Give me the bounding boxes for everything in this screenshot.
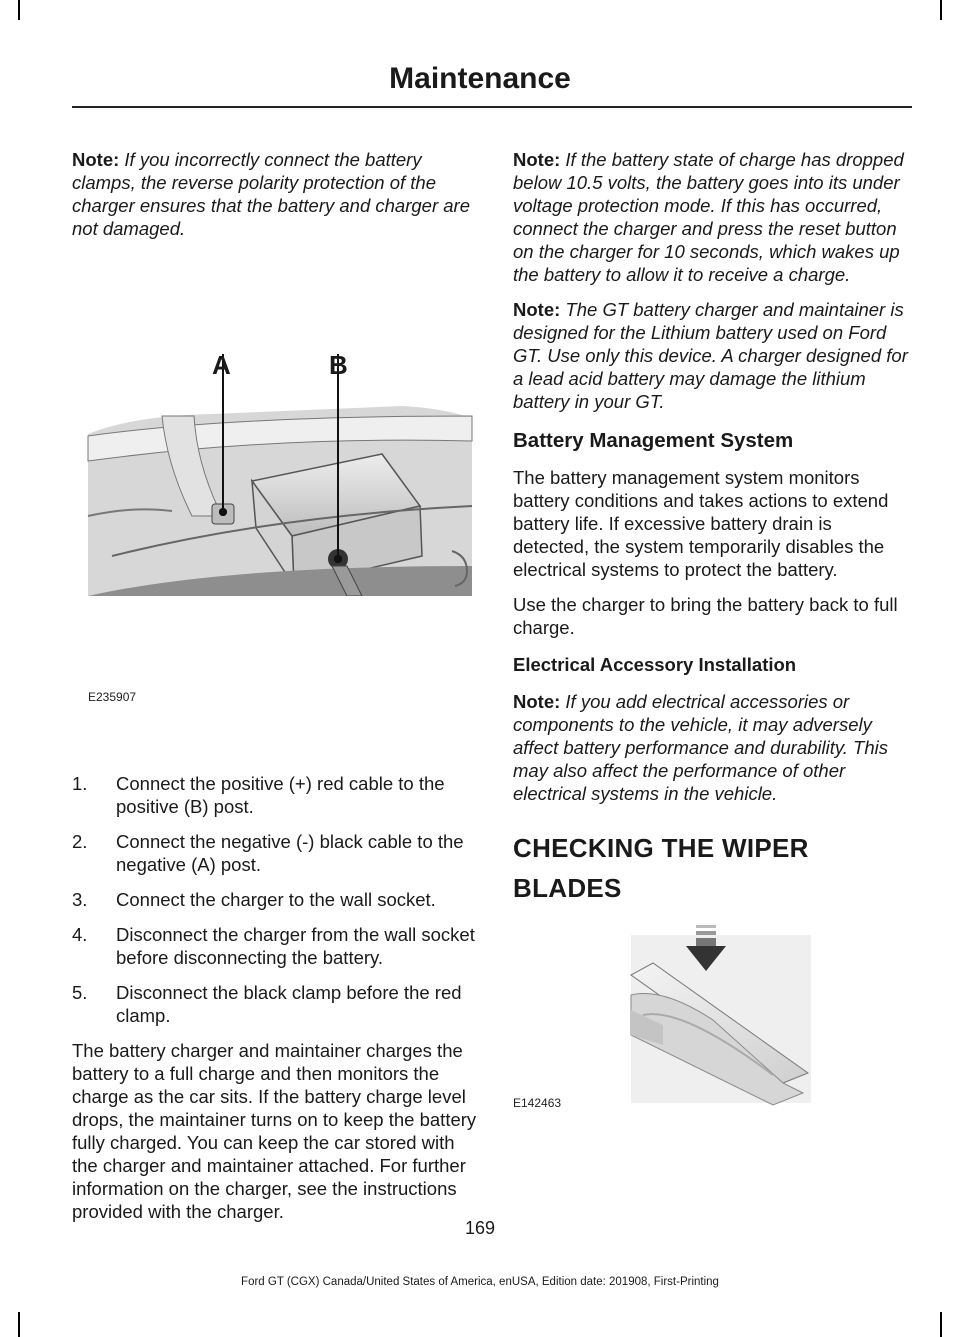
heading-battery-management: Battery Management System bbox=[513, 429, 794, 452]
note-text: If you add electrical accessories or components to the vehicle, it may adversely affect battery performance and durability. This may also affect the performance of other electrical systems in the vehicle. bbox=[513, 691, 888, 804]
edition-footer: Ford GT (CGX) Canada/United States of America, enUSA, Edition date: 201908, First-Printing bbox=[241, 1276, 719, 1288]
note-text: The GT battery charger and maintainer is designed for the Lithium battery used on Ford GT. Use only this device. A charger designed for a lead acid battery may damage the lithium battery in your GT. bbox=[513, 299, 908, 412]
crop-mark bbox=[940, 1312, 942, 1337]
page-header-title: Maintenance bbox=[389, 62, 571, 95]
connection-steps bbox=[72, 772, 477, 1027]
note-label: Note: bbox=[513, 691, 561, 712]
figure-label-a: A bbox=[212, 350, 231, 380]
bms-paragraph: The battery management system monitors battery conditions and takes actions to extend battery life. If excessive battery drain is detected, the system temporarily disables the electrical systems to protect the battery. bbox=[513, 467, 889, 580]
figure-label-b: B bbox=[329, 350, 348, 380]
note-lithium-charger bbox=[513, 298, 910, 413]
charger-description: The battery charger and maintainer charges the battery to a full charge and then monitors the charge as the car sits. If the battery charge level drops, the maintainer turns on to keep the battery fully charged. You can keep the car stored with the charger and maintainer attached. For further information on the charger, see the instructions provided with the charger. bbox=[72, 1040, 477, 1222]
note-text: If the battery state of charge has dropped below 10.5 volts, the battery goes into its under voltage protection mode. If this has occurred, connect the charger and press the reset button on the charger for 10 seconds, which wakes up the battery to allow it to receive a charge. bbox=[513, 149, 904, 285]
left-column bbox=[72, 148, 477, 1235]
note-accessories bbox=[513, 690, 910, 805]
note-label: Note: bbox=[72, 149, 120, 170]
heading-electrical-accessory: Electrical Accessory Installation bbox=[513, 654, 797, 675]
battery-charger-figure bbox=[72, 266, 477, 704]
wiper-blade-illustration bbox=[513, 915, 910, 1115]
crop-mark bbox=[18, 1312, 20, 1337]
note-battery-clamps bbox=[72, 148, 477, 240]
list-item: 1. Connect the positive (+) red cable to the positive (B) post. bbox=[72, 773, 445, 817]
note-label: Note: bbox=[513, 149, 561, 170]
bms-charger-paragraph: Use the charger to bring the battery back to full charge. bbox=[513, 594, 898, 638]
note-under-voltage bbox=[513, 148, 910, 286]
note-label: Note: bbox=[513, 299, 561, 320]
figure-code: E235907 bbox=[88, 690, 137, 704]
right-column bbox=[513, 148, 910, 1115]
wiper-blade-figure bbox=[513, 915, 910, 1115]
crop-mark bbox=[940, 0, 942, 20]
figure-code: E142463 bbox=[513, 1096, 562, 1110]
section-title-wiper-blades: CHECKING THE WIPER BLADES bbox=[513, 833, 809, 903]
header-rule bbox=[72, 106, 912, 108]
list-item: 5. Disconnect the black clamp before the red clamp. bbox=[72, 982, 462, 1026]
battery-charger-illustration bbox=[72, 266, 477, 596]
crop-mark bbox=[18, 0, 20, 20]
list-item: 4. Disconnect the charger from the wall socket before disconnecting the battery. bbox=[72, 924, 475, 968]
list-item: 2. Connect the negative (-) black cable to the negative (A) post. bbox=[72, 831, 464, 875]
note-text: If you incorrectly connect the battery clamps, the reverse polarity protection of the charger ensures that the battery and charger are not damaged. bbox=[72, 149, 470, 239]
list-item: 3. Connect the charger to the wall socket. bbox=[72, 889, 436, 910]
page-number: 169 bbox=[464, 1218, 496, 1238]
